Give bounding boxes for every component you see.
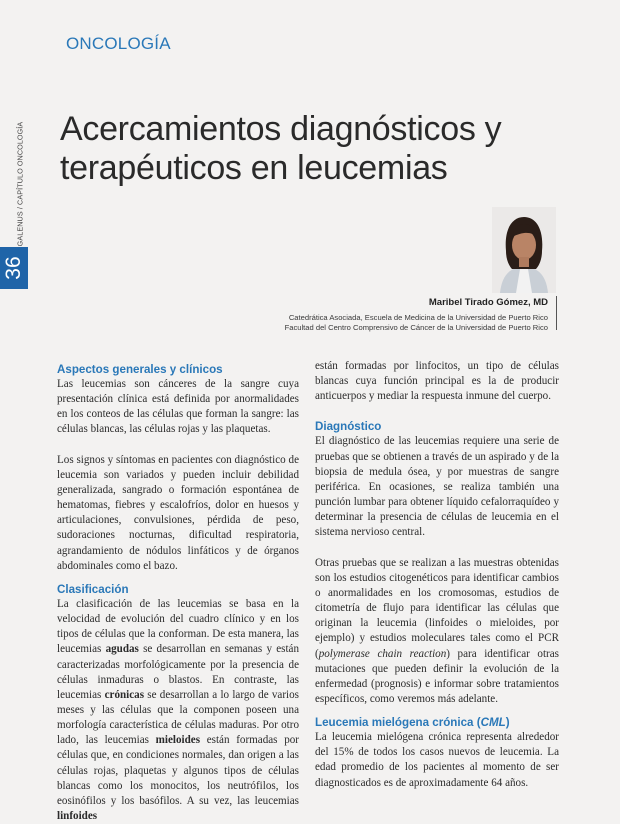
author-affiliation: [228, 313, 548, 332]
affiliation-line-1: Catedrática Asociada, Escuela de Medicina de la Universidad de Puerto Rico: [288, 313, 548, 322]
affiliation-line-2: Facultad del Centro Comprensivo de Cáncer de la Universidad de Puerto Rico: [284, 322, 548, 332]
article-title: [60, 110, 580, 188]
page-number-tab: [0, 247, 28, 289]
journal-running-title: [14, 121, 26, 247]
term-mieloides: mieloides: [155, 734, 201, 747]
text-run: están formadas por células que, en condiciones normales, dan origen a las células rojas, plaquetas y algunos tipos de células blancas como los monocitos, los neutrófilos, los eosinófilos y los basófilos. A su vez, las leucemias: [57, 734, 299, 807]
text-run: La clasificación de las leucemias se basa en la velocidad de evolución del cuadro clínico y en los tipos de células que la conforman. De esta manera, las leucemias: [57, 597, 299, 656]
paragraph-cml: La leucemia mielógena crónica representa alrededor del 15% de todos los casos nuevos de leucemia. La edad promedio de los pacientes al momento de ser diagnosticados es de aproximadamente 64 años.: [315, 731, 559, 789]
text-run: se desarrollan en semanas y están caracterizadas morfológicamente por la presencia de células inmaduras o blastos. En contraste, las leucemias: [57, 643, 299, 701]
page-number: 36: [2, 256, 25, 280]
text-run: Otras pruebas que se realizan a las muestras obtenidas son los estudios citogenéticos para identificar cambios o anormalidades en los cromosomas, estudios de citometría de flujo para identificar las células que originan la leucemia (linfoides o mieloides, por ejemplo) y estudios moleculares tales como el PCR (: [315, 556, 559, 660]
term-pcr: polymerase chain reaction: [318, 647, 447, 660]
paragraph-clasificacion: [57, 597, 299, 824]
article-title-line-2: terapéuticos en leucemias: [60, 149, 448, 187]
right-column: [315, 359, 559, 791]
text-run: ) para identificar otras mutaciones que pueden definir la evolución de la enfermedad (prognosis) e informar sobre tratamientos específicos, como veremos más adelante.: [315, 647, 559, 705]
article-title-line-1: Acercamientos diagnósticos y: [60, 110, 502, 148]
author-name: Maribel Tirado Gómez, MD: [428, 297, 548, 308]
term-agudas: agudas: [105, 643, 139, 656]
term-cml: CML: [480, 716, 506, 730]
paragraph-diagnostico: El diagnóstico de las leucemias requiere una serie de pruebas que se obtienen a través de un aspirado y de la biopsia de medula ósea, y por muestras de sangre periférica. En ocasiones, se realiza también una punción lumbar para obtener líquido cefalorraquídeo y determinar la presencia de células de leucemia en el sistema nervioso central.: [315, 435, 559, 539]
author-photo: [492, 207, 556, 293]
author-portrait-icon: [492, 207, 556, 293]
paragraph-signos-sintomas: Los signos y síntomas en pacientes con diagnóstico de leucemia son variados y pueden incluir debilidad generalizada, sangrado o formación espontánea de hematomas, fiebres y escalofríos, dolor en huesos y articulaciones, convulsiones, pérdida de peso, sudoraciones nocturnas, dificultad respiratoria, agrandamiento de nódulos linfáticos y de órganos abdominales como el bazo.: [57, 453, 299, 572]
text-run: ): [505, 716, 510, 730]
left-column: [57, 362, 299, 824]
heading-cml: [315, 715, 559, 730]
section-label: ONCOLOGÍA: [66, 34, 171, 53]
paragraph-linfoides-cont: están formadas por linfocitos, un tipo de células blancas cuya función principal es la de producir anticuerpos y mediar la respuesta inmune del cuerpo.: [315, 360, 559, 403]
text-run: Leucemia mielógena crónica (: [315, 716, 481, 730]
term-linfoides: linfoides: [57, 810, 98, 823]
term-cronicas: crónicas: [104, 688, 145, 701]
heading-diagnostico: Diagnóstico: [315, 420, 382, 434]
author-divider: [556, 296, 557, 330]
text-run: se desarrollan a lo largo de varios meses y las células que la componen poseen una morfología característica de células maduras. Por otro lado, las leucemias: [57, 688, 299, 747]
heading-aspectos-generales: Aspectos generales y clínicos: [57, 363, 223, 376]
heading-clasificacion: Clasificación: [57, 582, 129, 596]
journal-running-title-text: GALENUS / CAPÍTULO ONCOLOGÍA: [15, 121, 25, 247]
paragraph-otras-pruebas: [315, 556, 559, 708]
paragraph-intro: Las leucemias son cánceres de la sangre cuya presentación clínica está definida por anormalidades en los conteos de las células que forman la sangre: las células blancas, las células rojas y las plaquetas.: [57, 378, 299, 436]
